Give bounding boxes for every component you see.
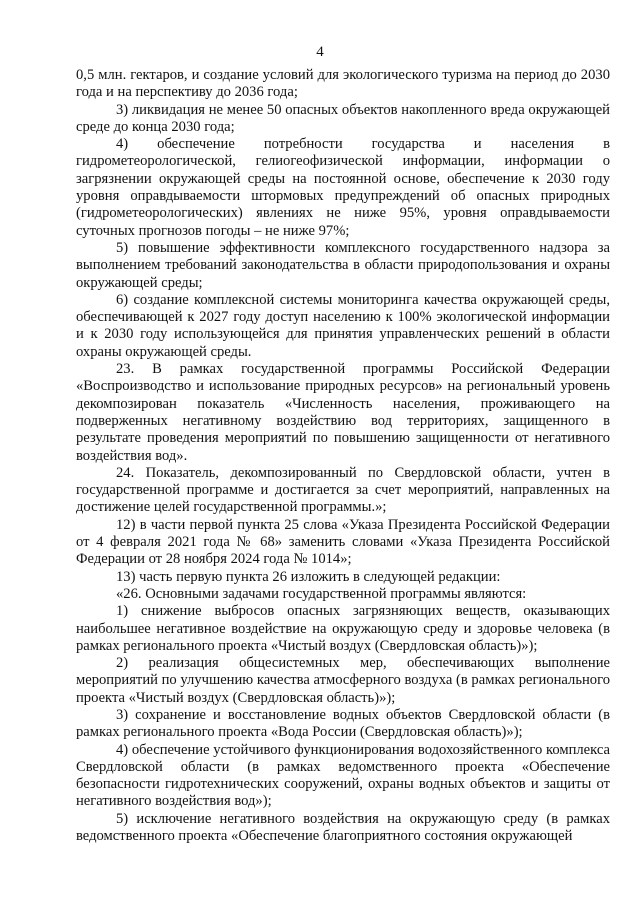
document-body: [76, 67, 610, 845]
paragraph-task-2: 2) реализация общесистемных мер, обеспечивающих выполнение мероприятий по улучшению качества атмосферного воздуха (в рамках регионального проекта «Чистый воздух (Свердловская область)»);: [76, 655, 610, 706]
paragraph-item-3: 3) ликвидация не менее 50 опасных объектов накопленного вреда окружающей среде до конца 2030 года;: [76, 101, 610, 135]
paragraph-section-26: «26. Основными задачами государственной программы являются:: [116, 585, 527, 602]
paragraph-item-5: 5) повышение эффективности комплексного государственного надзора за выполнением требований законодательства в области природопользования и охраны окружающей среды;: [76, 239, 610, 291]
paragraph-continuation: 0,5 млн. гектаров, и создание условий для экологического туризма на период до 2030 года и на перспективу до 2036 года;: [76, 67, 610, 101]
paragraph-item-4: 4) обеспечение потребности государства и населения в гидрометеорологической, гелиогеофизической информации, информации о загрязнении окружающей среды на постоянной основе, обеспечение к 2030 году уровня оправдываемости штормовых предупреждений об опасных природных (гидрометеорологических) явлениях не ниже 95%, уровня оправдываемости суточных прогнозов погоды – не ниже 97%;: [76, 136, 610, 239]
paragraph-task-3: 3) сохранение и восстановление водных объектов Свердловской области (в рамках регионального проекта «Вода России (Свердловская область)»);: [76, 706, 610, 741]
paragraph-amendment-12: 12) в части первой пункта 25 слова «Указа Президента Российской Федерации от 4 февраля 2021 года № 68» заменить словами «Указа Президента Российской Федерации от 28 ноября 2024 года № 1014»;: [76, 516, 610, 568]
paragraph-task-1: 1) снижение выбросов опасных загрязняющих веществ, оказывающих наибольшее негативное воздействие на окружающую среду и здоровье человека (в рамках регионального проекта «Чистый воздух (Свердловская область)»);: [76, 603, 610, 654]
page-number: 4: [316, 44, 324, 60]
paragraph-task-4: 4) обеспечение устойчивого функционирования водохозяйственного комплекса Свердловской области (в рамках ведомственного проекта «Обеспечение безопасности гидротехнических сооружений, охраны водных объектов и защиты от негативного воздействия вод»);: [76, 741, 610, 810]
paragraph-section-24: 24. Показатель, декомпозированный по Свердловской области, учтен в государственной программе и достигается за счет мероприятий, направленных на достижение целей государственной программы.»;: [76, 464, 610, 516]
paragraph-task-5: 5) исключение негативного воздействия на окружающую среду (в рамках ведомственного проекта «Обеспечение благоприятного состояния окружающей: [76, 810, 610, 845]
paragraph-section-23: 23. В рамках государственной программы Российской Федерации «Воспроизводство и использование природных ресурсов» на региональный уровень декомпозирован показатель «Численность населения, проживающего на подверженных негативному воздействию вод территориях, защищенного в результате проведения мероприятий по повышению защищенности от негативного воздействия вод».: [76, 361, 610, 464]
paragraph-item-6: 6) создание комплексной системы мониторинга качества окружающей среды, обеспечивающей к 2027 году доступ населению к 100% экологической информации и к 2030 году использующейся для принятия управленческих решений в области охраны окружающей среды.: [76, 291, 610, 360]
paragraph-amendment-13: 13) часть первую пункта 26 изложить в следующей редакции:: [116, 568, 501, 585]
